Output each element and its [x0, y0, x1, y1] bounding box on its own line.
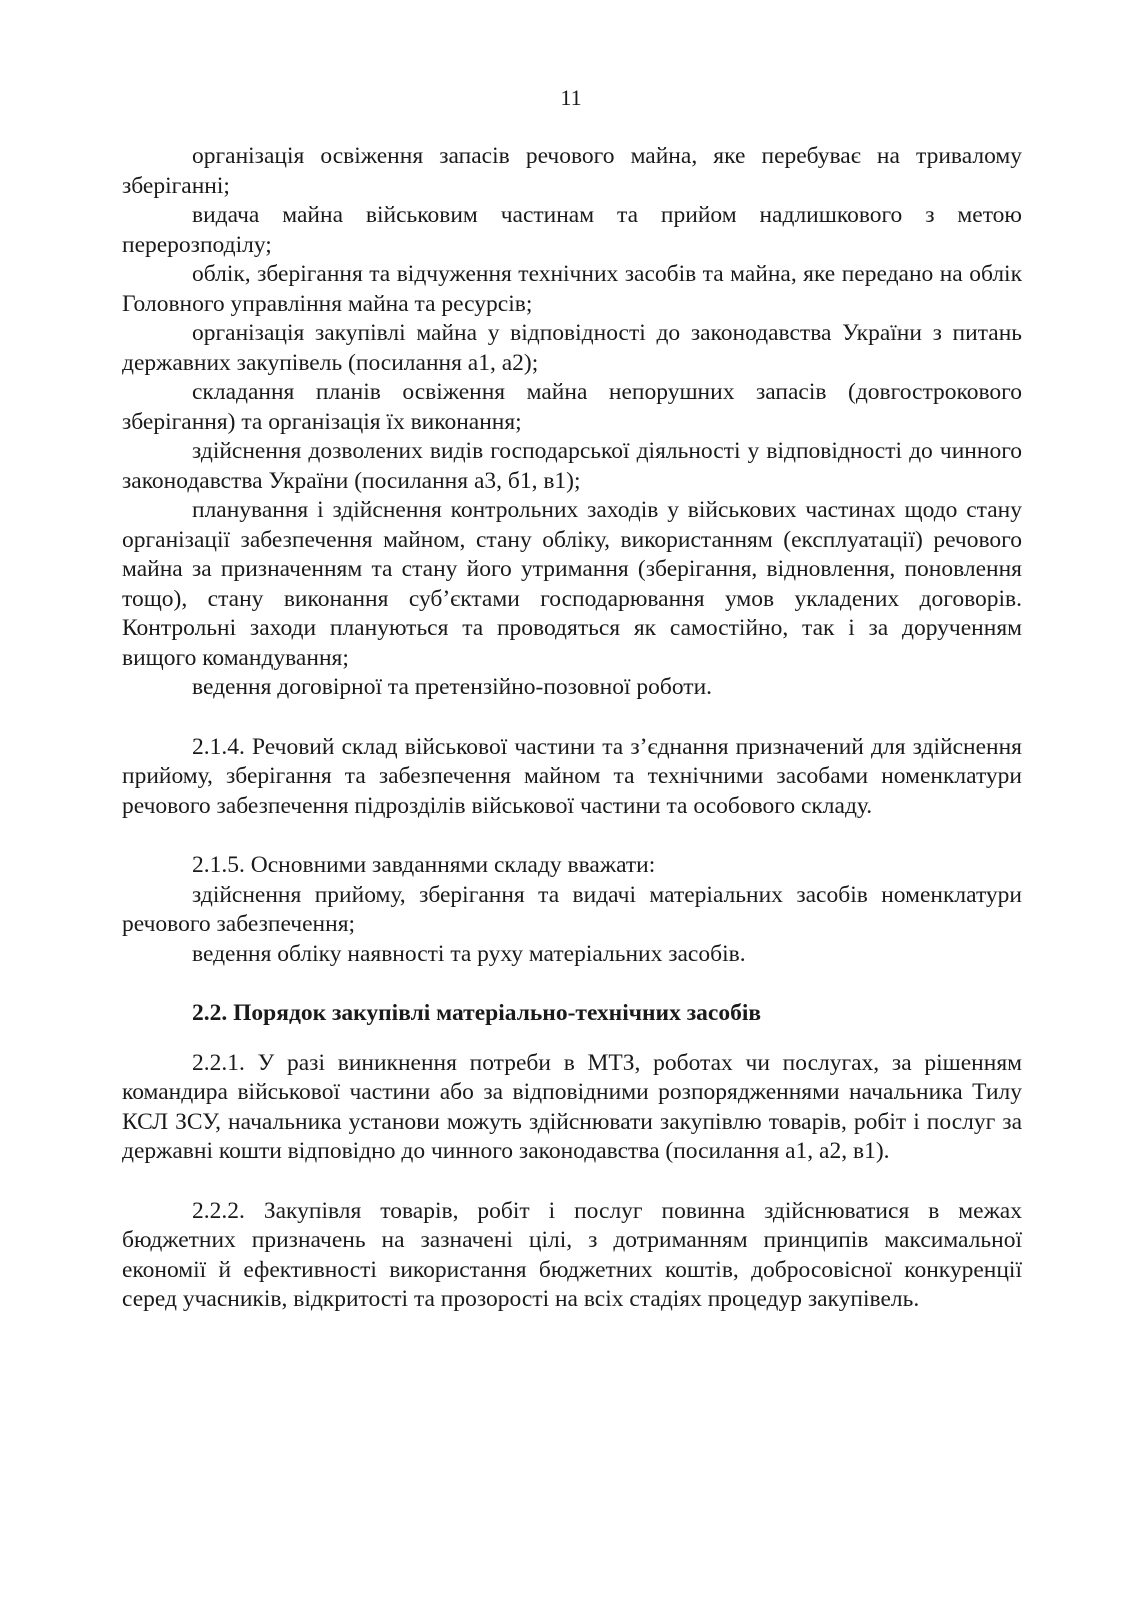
- document-body: [122, 142, 1022, 1315]
- paragraph: видача майна військовим частинам та прийом надлишкового з метою перерозподілу;: [122, 202, 1022, 258]
- section-2-1-4: 2.1.4. Речовий склад військової частини та з’єднання призначений для здійснення прийому, зберігання та забезпечення майном та технічними засобами номенклатури речового забезпечення підрозділів військової частини та особового складу.: [122, 733, 1022, 819]
- paragraph: здійснення прийому, зберігання та видачі матеріальних засобів номенклатури речового забезпечення;: [122, 881, 1022, 937]
- paragraph: планування і здійснення контрольних заходів у військових частинах щодо стану організації забезпечення майном, стану обліку, використанням (експлуатації) речового майна за призначенням та стану його утримання (зберігання, відновлення, поновлення тощо), стану виконання суб’єктами господарювання умов укладених договорів. Контрольні заходи плануються та проводяться як самостійно, так і за дорученням вищого командування;: [122, 497, 1022, 671]
- paragraph: облік, зберігання та відчуження технічних засобів та майна, яке передано на облік Головного управління майна та ресурсів;: [122, 261, 1022, 317]
- section-2-1-5: 2.1.5. Основними завданнями складу вважати:: [192, 852, 656, 878]
- paragraph: здійснення дозволених видів господарської діяльності у відповідності до чинного законодавства України (посилання а3, б1, в1);: [122, 438, 1022, 494]
- section-2-2-1: 2.2.1. У разі виникнення потреби в МТЗ, роботах чи послугах, за рішенням командира військової частини або за відповідними розпорядженнями начальника Тилу КСЛ ЗСУ, начальника установи можуть здійснювати закупівлю товарів, робіт і послуг за державні кошти відповідно до чинного законодавства (посилання а1, а2, в1).: [122, 1049, 1022, 1164]
- paragraph: ведення обліку наявності та руху матеріальних засобів.: [192, 940, 746, 967]
- paragraph: ведення договірної та претензійно-позовної роботи.: [192, 674, 713, 700]
- page-number: 11: [560, 85, 582, 110]
- section-2-2-2: 2.2.2. Закупівля товарів, робіт і послуг повинна здійснюватися в межах бюджетних призначень на зазначені цілі, з дотриманням принципів максимальної економії й ефективності використання бюджетних коштів, добросовісної конкуренції серед учасників, відкритості та прозорості на всіх стадіях процедур закупівель.: [122, 1197, 1022, 1312]
- section-heading-2-2: 2.2. Порядок закупівлі матеріально-технічних засобів: [192, 1000, 762, 1026]
- paragraph: складання планів освіження майна непорушних запасів (довгострокового зберігання) та організація їх виконання;: [122, 379, 1022, 435]
- paragraph: організація закупівлі майна у відповідності до законодавства України з питань державних закупівель (посилання а1, а2);: [122, 320, 1022, 376]
- paragraph: організація освіження запасів речового майна, яке перебуває на тривалому зберіганні;: [122, 143, 1022, 199]
